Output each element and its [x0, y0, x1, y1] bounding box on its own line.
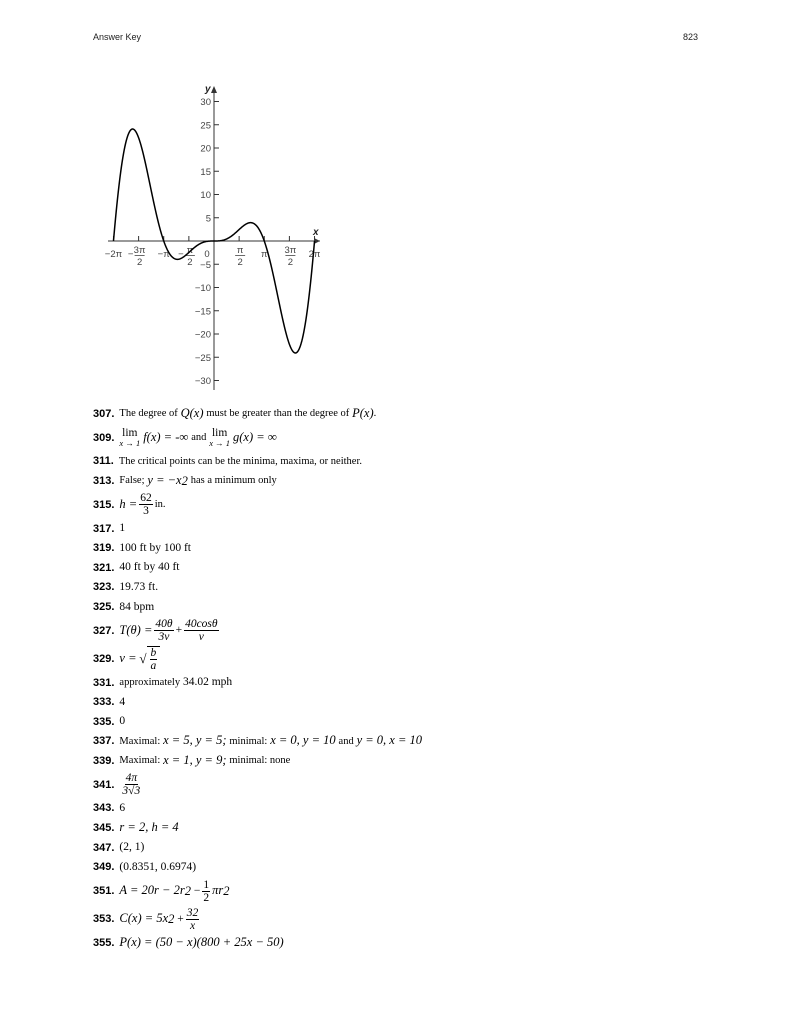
answer-347: [93, 838, 713, 858]
operator: −: [193, 884, 201, 897]
answer-351: 351. A = 20r − 2r 2 − $\frac{1}{2}$ πr 2: [93, 878, 230, 904]
answer-text: 4: [119, 695, 126, 708]
x-tick-label: 0: [204, 249, 210, 260]
math: C(x) = 5x: [119, 911, 169, 926]
y-tick-label: 25: [200, 120, 211, 132]
answer-329: [93, 645, 713, 673]
answer-339: [93, 751, 713, 771]
answer-text: 19.73 ft.: [119, 581, 159, 594]
answer-317: [93, 519, 713, 539]
answer-text: 34.02 mph: [182, 676, 233, 689]
answer-number: 347.: [93, 841, 115, 854]
answer-315: [93, 491, 713, 519]
answer-number: 343.: [93, 802, 115, 815]
math: h =: [119, 496, 138, 511]
x-tick-sign: −: [178, 249, 184, 260]
answer-349: [93, 858, 713, 878]
answer-number: 323.: [93, 581, 115, 594]
math: x = 5, y = 5;: [163, 733, 227, 748]
page-number: 823: [682, 32, 698, 42]
answer-number: 351.: [93, 885, 115, 898]
math: r = 2, h = 4: [119, 820, 179, 835]
answer-number: 341.: [93, 778, 115, 791]
answer-number: 315.: [93, 498, 115, 511]
x-tick-label: π: [260, 249, 268, 260]
math: y = −x: [147, 473, 182, 488]
y-tick-label: −5: [200, 259, 211, 271]
answer-text: 84 bpm: [119, 600, 155, 613]
x-tick-numerator: π: [186, 245, 194, 256]
math: A = 20r − 2r: [119, 883, 185, 898]
answer-313: 313. False; y = −x 2 has a minimum only: [93, 473, 277, 488]
answer-text: Maximal:: [119, 735, 161, 747]
x-tick-denominator: 2: [136, 257, 143, 268]
answer-number: 317.: [93, 522, 115, 535]
answer-335: [93, 712, 713, 732]
answer-number: 335.: [93, 715, 115, 728]
answer-text: in.: [154, 499, 166, 510]
answer-number: 311.: [93, 455, 114, 468]
math: x = 0, y = 10: [270, 733, 336, 748]
answer-number: 307.: [93, 407, 115, 420]
function-graph: [100, 78, 330, 398]
answer-number: 319.: [93, 542, 115, 555]
x-tick-label: 2π: [308, 249, 321, 260]
answer-353: 353. C(x) = 5x 2 + $\frac{32}{x}$: [93, 906, 199, 932]
x-tick-denominator: 2: [287, 257, 294, 268]
y-tick-label: −10: [194, 283, 211, 294]
operator: +: [175, 624, 183, 637]
y-axis-arrow: [211, 86, 217, 93]
x-tick-numerator: π: [236, 245, 244, 256]
answer-309: [93, 424, 713, 452]
answer-345: [93, 818, 713, 838]
x-axis-label: x: [313, 227, 319, 238]
answer-325: [93, 597, 713, 617]
answer-text: 100 ft by 100 ft: [119, 541, 191, 554]
operator: +: [177, 912, 184, 925]
answer-text: False;: [119, 475, 145, 487]
answer-text: The degree of: [119, 408, 178, 420]
answer-333: [93, 692, 713, 712]
limit: lim x → 1: [119, 426, 141, 449]
answer-text: minimal:: [229, 735, 268, 747]
y-tick-label: 5: [205, 213, 211, 225]
answer-307: [93, 404, 713, 424]
math: g(x) = ∞: [233, 429, 277, 444]
answer-number: 345.: [93, 822, 115, 835]
y-tick-label: 15: [200, 166, 211, 178]
answer-311: [93, 452, 713, 472]
answer-text: 40 ft by 40 ft: [119, 561, 180, 574]
answer-text: Maximal:: [119, 755, 161, 767]
y-tick-label: 20: [200, 143, 211, 155]
fraction: $\frac{1}{2}$: [203, 878, 210, 904]
math: P(x): [352, 405, 374, 420]
answer-number: 339.: [93, 754, 115, 767]
math: y = 0, x = 10: [356, 733, 423, 748]
y-tick-label: 30: [200, 97, 211, 108]
answer-number: 327.: [93, 624, 115, 637]
x-tick-denominator: 2: [187, 257, 193, 268]
answer-text: 6: [119, 802, 126, 815]
fraction: $\frac{4\pi}{3√3}$: [122, 772, 141, 798]
radical-sign: √: [139, 650, 147, 666]
answer-number: 333.: [93, 696, 115, 709]
y-tick-label: −30: [194, 376, 211, 387]
answer-number: 349.: [93, 861, 115, 874]
answer-text: 1: [119, 522, 126, 535]
fraction: $\frac{32}{x}$: [186, 906, 199, 932]
answer-number: 313.: [93, 474, 115, 487]
answer-number: 337.: [93, 735, 115, 748]
fraction: $\frac{62}{3}$: [140, 492, 152, 518]
y-tick-label: −20: [194, 329, 211, 341]
y-axis-label: y: [205, 84, 211, 95]
answer-number: 329.: [93, 652, 115, 665]
x-tick-numerator: 3π: [284, 245, 297, 256]
axes: [108, 84, 320, 390]
math: x = 1, y = 9;: [163, 753, 227, 768]
running-head-left: Answer Key: [93, 32, 142, 42]
answer-text: (0.8351, 0.6974): [119, 860, 197, 873]
x-tick-denominator: 2: [237, 257, 243, 268]
answer-text: (2, 1): [119, 841, 145, 854]
x-tick-label: −π: [157, 249, 170, 260]
answer-341: [93, 771, 713, 799]
answer-text: 0: [119, 715, 126, 728]
answer-323: [93, 578, 713, 598]
math: v =: [119, 650, 137, 665]
answer-number: 309.: [93, 431, 115, 444]
answer-number: 331.: [93, 676, 115, 689]
limit: lim x → 1: [209, 426, 231, 449]
fraction: $\frac{40\theta}{3v}$: [155, 618, 173, 644]
math: P(x) = (50 − x)(800 + 25x − 50): [119, 935, 284, 950]
answer-331: [93, 673, 713, 693]
answer-text: must be greater than the degree of: [206, 408, 350, 420]
answer-343: [93, 799, 713, 819]
math: Q(x): [180, 405, 204, 420]
answer-319: [93, 538, 713, 558]
y-tick-label: 10: [200, 190, 211, 201]
x-tick-sign: −: [127, 249, 134, 260]
answer-number: 353.: [93, 913, 115, 926]
answer-number: 355.: [93, 936, 115, 949]
y-tick-label: −25: [194, 352, 211, 364]
answer-text: has a minimum only: [190, 475, 277, 487]
answer-327: [93, 617, 713, 645]
answer-text: The critical points can be the minima, maxima, or neither.: [118, 455, 362, 467]
answer-text: and: [191, 431, 207, 443]
answer-337: [93, 732, 713, 752]
y-tick-label: −15: [194, 306, 211, 318]
answer-list: [93, 404, 713, 953]
x-tick-numerator: 3π: [133, 245, 146, 256]
math: T(θ) =: [119, 622, 153, 637]
x-tick-label: −2π: [104, 249, 123, 260]
answer-text: .: [373, 408, 377, 420]
answer-321: [93, 558, 713, 578]
answer-text: and: [338, 735, 354, 747]
answer-number: 325.: [93, 600, 115, 613]
math: f(x) = -∞: [143, 429, 189, 444]
math: πr: [212, 883, 224, 898]
radicand: $\frac{b}{a}$: [147, 646, 161, 672]
answer-number: 321.: [93, 561, 115, 574]
answer-text: approximately: [119, 676, 181, 688]
fraction: $\frac{40\cos\theta}{v}$: [185, 618, 218, 644]
answer-text: minimal: none: [229, 755, 291, 767]
answer-355: [93, 933, 713, 953]
